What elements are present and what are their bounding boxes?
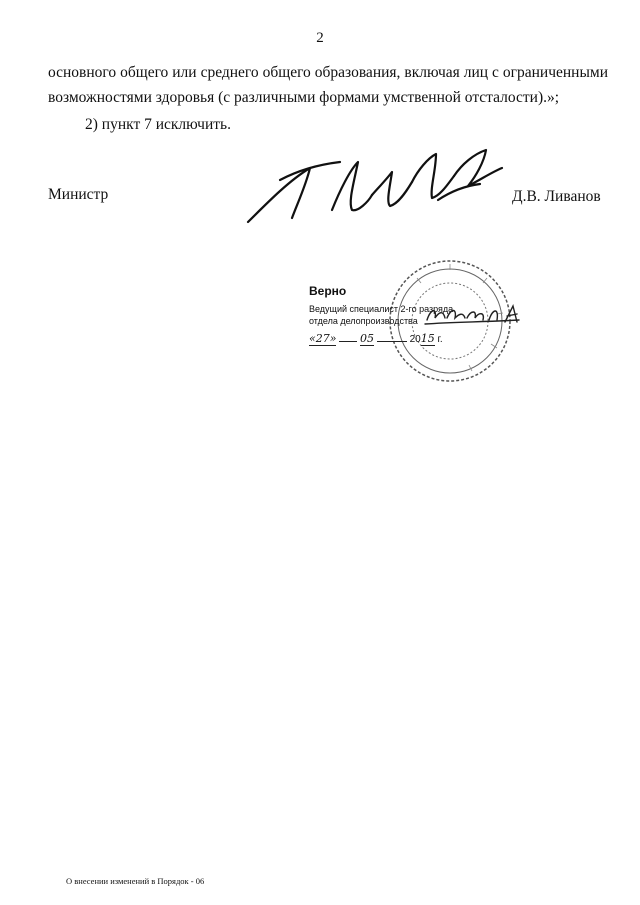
- certification-stamp: [305, 258, 525, 388]
- stamp-date-year-suffix: 15: [420, 332, 435, 345]
- handwritten-initials: [423, 302, 523, 328]
- stamp-date-year-unit: г.: [437, 334, 443, 345]
- stamp-position-line-1: Ведущий специалист 2-го разряда: [309, 304, 454, 314]
- paragraph-line-3: 2) пункт 7 исключить.: [85, 116, 231, 133]
- stamp-date-year-prefix: 20: [409, 334, 421, 345]
- stamp-date-month: 05: [360, 332, 375, 345]
- paragraph-line-1: основного общего или среднего общего образования, включая лиц с ограниченными: [48, 64, 608, 81]
- signer-name: Д.В. Ливанов: [512, 188, 601, 205]
- paragraph-line-2: возможностями здоровья (с различными формами умственной отсталости).»;: [48, 89, 560, 106]
- stamp-date: [309, 332, 459, 346]
- handwritten-signature: [240, 140, 510, 230]
- stamp-date-day: «27»: [309, 332, 337, 345]
- stamp-title: Верно: [309, 284, 347, 298]
- stamp-position-line-2: отдела делопроизводства: [309, 316, 418, 326]
- signer-position: Министр: [48, 186, 109, 203]
- footer-document-ref: О внесении изменений в Порядок - 06: [66, 876, 205, 886]
- page-number: 2: [316, 30, 324, 46]
